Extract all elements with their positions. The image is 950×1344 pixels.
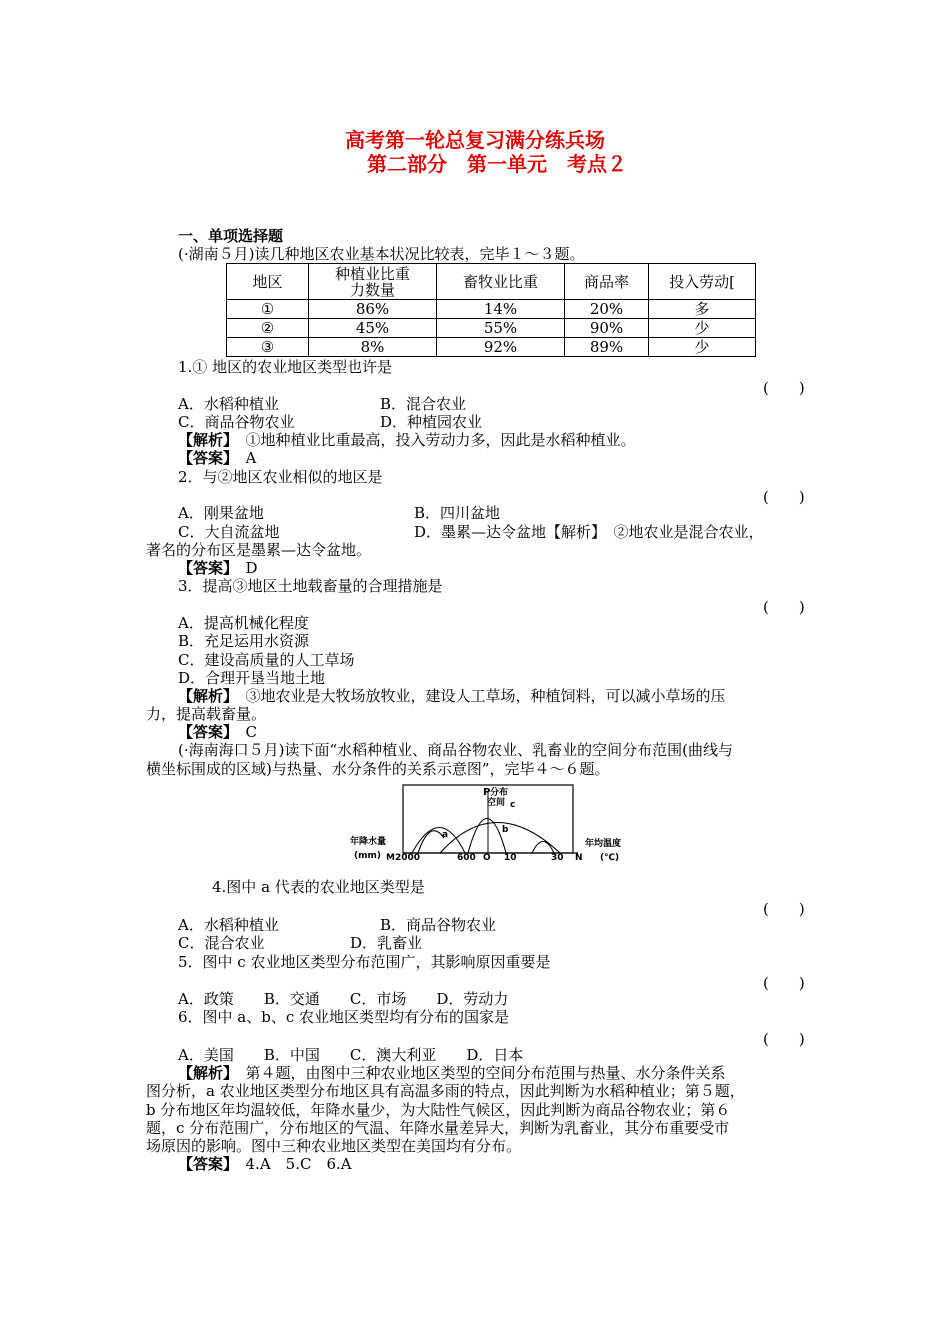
analysis-tag: 【解析】 <box>178 431 231 449</box>
table-cell: 45% <box>309 319 437 338</box>
section-heading: 一、单项选择题 <box>178 227 284 245</box>
table-cell: 55% <box>437 319 565 338</box>
intro-1: (·湖南５月)读几种地区农业基本状况比较表，完毕１～３题。 <box>178 245 585 263</box>
answer-text: A <box>245 449 257 467</box>
answer-blank: ( ) <box>763 379 805 397</box>
intro-2-continuation: 横坐标围成的区域)与热量、水分条件的关系示意图”，完毕４～６题。 <box>146 760 610 778</box>
figure-p-label: P <box>483 787 491 798</box>
right-axis-unit: (℃) <box>600 853 620 863</box>
tick-label: 2000 <box>395 853 421 863</box>
answer-blank: ( ) <box>763 488 805 506</box>
table-cell: 92% <box>437 338 565 357</box>
analysis-continuation: b 分布地区年均温较低，年降水量少，为大陆性气候区，因此判断为商品谷物农业；第６ <box>146 1101 731 1119</box>
agriculture-distribution-figure <box>340 782 660 872</box>
answer-blank: ( ) <box>763 1030 805 1048</box>
table-header-cell: 投入劳动[ <box>649 264 756 300</box>
table-header-cell: 商品率 <box>565 264 649 300</box>
tick-label: 10 <box>504 853 517 863</box>
question-1-stem: 1.① 地区的农业地区类型也许是 <box>178 358 393 376</box>
option-b: B．四川盆地 <box>414 504 501 522</box>
left-axis-unit: (mm) <box>354 851 381 861</box>
analysis-continuation: 图分析，a 农业地区类型分布地区具有高温多雨的特点，因此判断为水稻种植业；第５题， <box>146 1082 745 1100</box>
table-cell: 8% <box>309 338 437 357</box>
analysis-text: ①地种植业比重最高，投入劳动力多，因此是水稻种植业。 <box>245 431 636 449</box>
answer-blank: ( ) <box>763 900 805 918</box>
question-3-stem: 3．提高③地区土地载畜量的合理措施是 <box>178 577 443 595</box>
figure-space-label: 空间 <box>487 798 506 808</box>
page-title: 高考第一轮总复习满分练兵场 <box>345 128 605 152</box>
table-header-cell: 畜牧业比重 <box>437 264 565 300</box>
answer-line <box>178 449 256 467</box>
option-d: D．乳畜业 <box>350 934 423 952</box>
analysis-text: ③地农业是大牧场放牧业，建设人工草场，种植饲料，可以减小草场的压 <box>245 687 726 705</box>
curve-c <box>440 823 560 854</box>
table-header-cell <box>309 264 437 300</box>
option-b: B．充足运用水资源 <box>178 632 310 650</box>
table-cell: 多 <box>649 300 756 319</box>
analysis-label <box>178 687 726 705</box>
question-4-stem: 4.图中 a 代表的农业地区类型是 <box>212 878 425 896</box>
curve-label-c: c <box>510 800 516 810</box>
table-cell: 86% <box>309 300 437 319</box>
table-cell: ① <box>227 300 309 319</box>
option-a: A．水稻种植业 <box>178 395 279 413</box>
table-header-line: 种植业比重 <box>334 264 410 283</box>
answer-text: 4.A 5.C 6.A <box>245 1155 352 1173</box>
right-axis-label: 年均温度 <box>585 839 622 849</box>
analysis-continuation: 场原因的影响。图中三种农业地区类型在美国均有分布。 <box>146 1137 522 1155</box>
options-row: A．美国 B．中国 C．澳大利亚 D．日本 <box>178 1046 524 1064</box>
tick-label: 30 <box>551 853 564 863</box>
curve-label-b: b <box>502 825 509 835</box>
table-cell: 少 <box>649 319 756 338</box>
tick-label: M <box>386 853 395 863</box>
question-2-stem: 2．与②地区农业相似的地区是 <box>178 468 383 486</box>
option-d-with-analysis: D．墨累—达令盆地【解析】 ②地农业是混合农业， <box>414 523 764 541</box>
answer-text: C <box>245 723 258 741</box>
tick-label: O <box>483 853 491 863</box>
table-cell: 14% <box>437 300 565 319</box>
analysis-tag: 【解析】 <box>178 687 231 705</box>
option-b: B．商品谷物农业 <box>380 916 497 934</box>
tick-label: N <box>575 853 583 863</box>
page-subtitle: 第二部分 第一单元 考点２ <box>367 152 627 176</box>
option-c: C．混合农业 <box>178 934 265 952</box>
answer-blank: ( ) <box>763 974 805 992</box>
analysis-continuation: 著名的分布区是墨累—达令盆地。 <box>146 541 372 559</box>
table-header-cell: 地区 <box>227 264 309 300</box>
answer-tag: 【答案】 <box>178 449 231 467</box>
option-a: A．水稻种植业 <box>178 916 279 934</box>
table-header-row <box>227 264 756 300</box>
answer-text: D <box>245 559 258 577</box>
table-row <box>227 300 756 319</box>
answer-blank: ( ) <box>763 598 805 616</box>
analysis-continuation: 力，提高载畜量。 <box>146 705 267 723</box>
table-cell: 89% <box>565 338 649 357</box>
table-cell: 20% <box>565 300 649 319</box>
option-a: A．提高机械化程度 <box>178 614 309 632</box>
answer-tag: 【答案】 <box>178 1155 231 1173</box>
option-d: D．合理开垦当地土地 <box>178 669 326 687</box>
analysis-label <box>178 1064 726 1082</box>
table-cell: ③ <box>227 338 309 357</box>
options-row: A．政策 B．交通 C．市场 D．劳动力 <box>178 990 509 1008</box>
left-axis-label: 年降水量 <box>350 837 387 847</box>
figure-space-label: 分布 <box>490 788 509 798</box>
tick-label: 600 <box>457 853 476 863</box>
curve-label-a: a <box>442 830 449 840</box>
answer-tag: 【答案】 <box>178 723 231 741</box>
table-cell: 90% <box>565 319 649 338</box>
answer-line <box>178 1155 352 1173</box>
curve-small-right <box>532 842 554 854</box>
table-header-line: 力数量 <box>349 280 395 299</box>
option-b: B．混合农业 <box>380 395 467 413</box>
answer-tag: 【答案】 <box>178 559 231 577</box>
table-cell: 少 <box>649 338 756 357</box>
option-a: A．刚果盆地 <box>178 504 264 522</box>
option-c: C．建设高质量的人工草场 <box>178 651 355 669</box>
answer-line <box>178 559 258 577</box>
table-row <box>227 319 756 338</box>
question-5-stem: 5．图中 c 农业地区类型分布范围广，其影响原因重要是 <box>178 953 551 971</box>
answer-line <box>178 723 257 741</box>
question-6-stem: 6．图中 a、b、c 农业地区类型均有分布的国家是 <box>178 1008 510 1026</box>
option-d: D．种植园农业 <box>380 413 483 431</box>
intro-2: (·海南海口５月)读下面“水稻种植业、商品谷物农业、乳畜业的空间分布范围(曲线与 <box>178 741 733 759</box>
option-c: C．大自流盆地 <box>178 523 280 541</box>
table-row <box>227 338 756 357</box>
table-cell: ② <box>227 319 309 338</box>
curve-a-left <box>418 831 444 853</box>
analysis-continuation: 题，c 分布范围广，分布地区的气温、年降水量差异大，判断为乳畜业，其分布重要受市 <box>146 1119 730 1137</box>
analysis-label <box>178 431 636 449</box>
analysis-text: 第４题，由图中三种农业地区类型的空间分布范围与热量、水分条件关系 <box>245 1064 726 1082</box>
option-c: C．商品谷物农业 <box>178 413 295 431</box>
agriculture-table <box>226 263 756 357</box>
analysis-tag: 【解析】 <box>178 1064 231 1082</box>
